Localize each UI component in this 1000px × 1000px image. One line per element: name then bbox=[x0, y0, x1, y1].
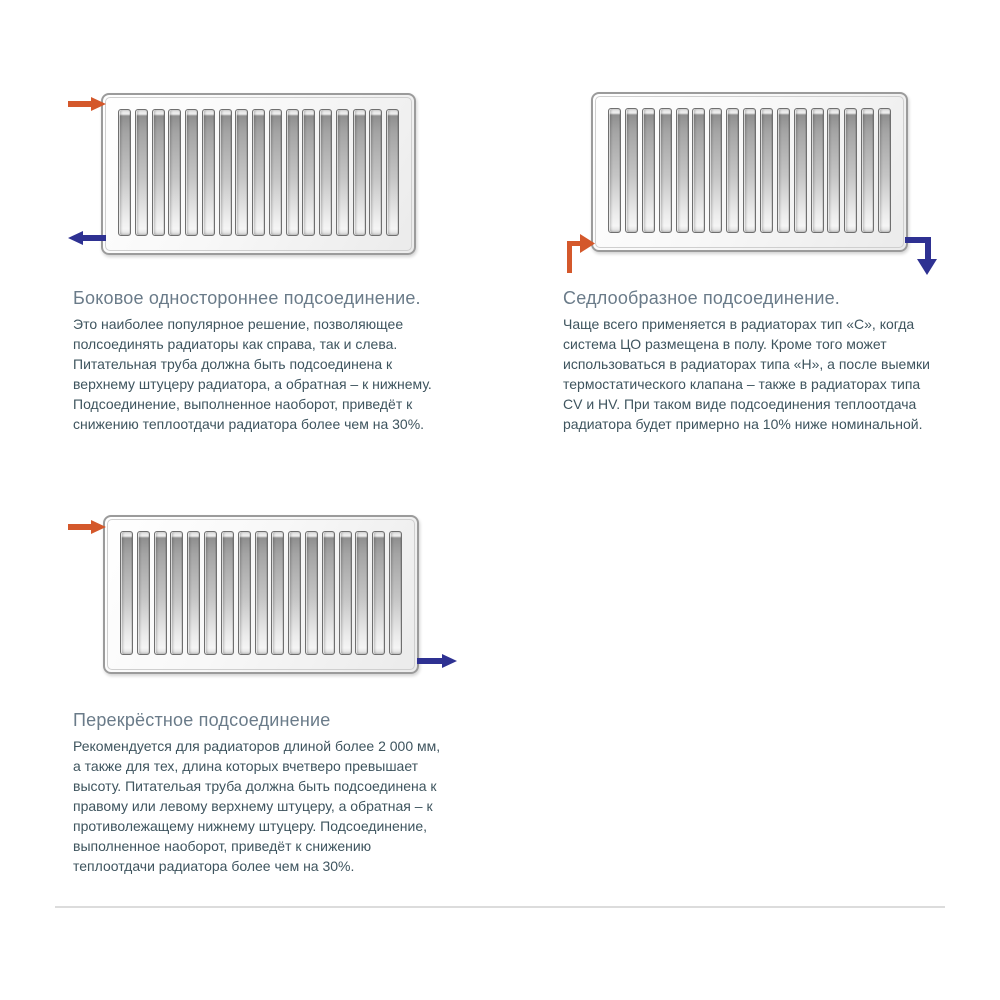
radiator-fin bbox=[659, 108, 672, 233]
radiator-fins bbox=[595, 96, 904, 248]
radiator-fin bbox=[185, 109, 198, 236]
radiator-fin bbox=[709, 108, 722, 233]
radiator-fin bbox=[319, 109, 332, 236]
radiator-fin bbox=[339, 531, 352, 655]
radiator-fin bbox=[625, 108, 638, 233]
radiator-fin bbox=[135, 109, 148, 236]
radiator-fin bbox=[794, 108, 807, 233]
radiator-fin bbox=[187, 531, 200, 655]
radiator-fins bbox=[105, 97, 412, 251]
supply-flow-bent-up-right-arrow-icon bbox=[565, 233, 595, 273]
radiator-fin bbox=[286, 109, 299, 236]
radiator-fin bbox=[386, 109, 399, 236]
radiator-fin bbox=[389, 531, 402, 655]
radiator-fin bbox=[154, 531, 167, 655]
radiator-fin bbox=[269, 109, 282, 236]
radiator-fin bbox=[305, 531, 318, 655]
radiator-fin bbox=[255, 531, 268, 655]
radiator-fin bbox=[369, 109, 382, 236]
radiator-fin bbox=[302, 109, 315, 236]
radiator-fin bbox=[252, 109, 265, 236]
radiator-fin bbox=[219, 109, 232, 236]
radiator-fin bbox=[152, 109, 165, 236]
radiator-fin bbox=[355, 531, 368, 655]
section-body-side-single: Это наиболее популярное решение, позволяющее полсоединять радиаторы как справа, так и слева. Питательная труба должна быть подсоединена к верхнему штуцеру радиатора, а обратная – к нижнему. Подсоединение, выполненное наоборот, приведёт к снижению теплоотдачи радиатора более чем на 30%. bbox=[73, 316, 432, 432]
radiator-illustration-saddle bbox=[591, 92, 908, 252]
radiator-fin bbox=[235, 109, 248, 236]
radiator-fin bbox=[336, 109, 349, 236]
radiator-fin bbox=[238, 531, 251, 655]
radiator-fin bbox=[271, 531, 284, 655]
horizontal-divider bbox=[55, 906, 945, 908]
radiator-fin bbox=[878, 108, 891, 233]
radiator-fin bbox=[118, 109, 131, 236]
section-body-saddle: Чаще всего применяется в радиаторах тип «С», когда система ЦО размещена в полу. Кроме того может использоваться в радиаторах типа «Н», а после выемки термостатического клапана – также в радиаторах типа CV и HV. При таком виде подсоединения теплоотдача радиатора будет примерно на 10% ниже номинальной. bbox=[563, 316, 930, 432]
radiator-fin bbox=[120, 531, 133, 655]
section-heading-side-single: Боковое одностороннее подсоединение. bbox=[73, 288, 421, 308]
radiator-fin bbox=[137, 531, 150, 655]
radiator-illustration-cross bbox=[103, 515, 419, 674]
radiator-fin bbox=[202, 109, 215, 236]
radiator-illustration-side-single bbox=[101, 93, 416, 255]
radiator-fin bbox=[372, 531, 385, 655]
radiator-fin bbox=[168, 109, 181, 236]
radiator-fin bbox=[861, 108, 874, 233]
section-body-cross: Рекомендуется для радиаторов длиной более 2 000 мм, а также для тех, длина которых вчетверо превышает высоту. Питательая труба должна быть подсоединена к правому или левому верхнему штуцеру, а обратная – к противолежащему нижнему штуцеру. Подсоединение, выполненное наоборот, приведёт к снижению теплоотдачи радиатора более чем на 30%. bbox=[73, 738, 441, 874]
radiator-fin bbox=[811, 108, 824, 233]
radiator-fins bbox=[107, 519, 415, 670]
return-flow-right-arrow-icon bbox=[417, 653, 457, 669]
radiator-fin bbox=[322, 531, 335, 655]
supply-flow-right-arrow-icon bbox=[68, 519, 106, 535]
radiator-fin bbox=[170, 531, 183, 655]
radiator-fin bbox=[827, 108, 840, 233]
radiator-fin bbox=[726, 108, 739, 233]
radiator-fin bbox=[743, 108, 756, 233]
radiator-fin bbox=[608, 108, 621, 233]
radiator-fin bbox=[760, 108, 773, 233]
section-heading-cross: Перекрёстное подсоединение bbox=[73, 710, 331, 730]
section-heading-saddle: Седлообразное подсоединение. bbox=[563, 288, 840, 308]
supply-flow-right-arrow-icon bbox=[68, 96, 106, 112]
return-flow-left-arrow-icon bbox=[68, 230, 106, 246]
radiator-fin bbox=[642, 108, 655, 233]
radiator-fin bbox=[353, 109, 366, 236]
return-flow-bent-right-down-arrow-icon bbox=[905, 233, 937, 275]
radiator-fin bbox=[288, 531, 301, 655]
radiator-fin bbox=[692, 108, 705, 233]
radiator-fin bbox=[777, 108, 790, 233]
radiator-fin bbox=[221, 531, 234, 655]
radiator-fin bbox=[676, 108, 689, 233]
radiator-fin bbox=[204, 531, 217, 655]
radiator-fin bbox=[844, 108, 857, 233]
